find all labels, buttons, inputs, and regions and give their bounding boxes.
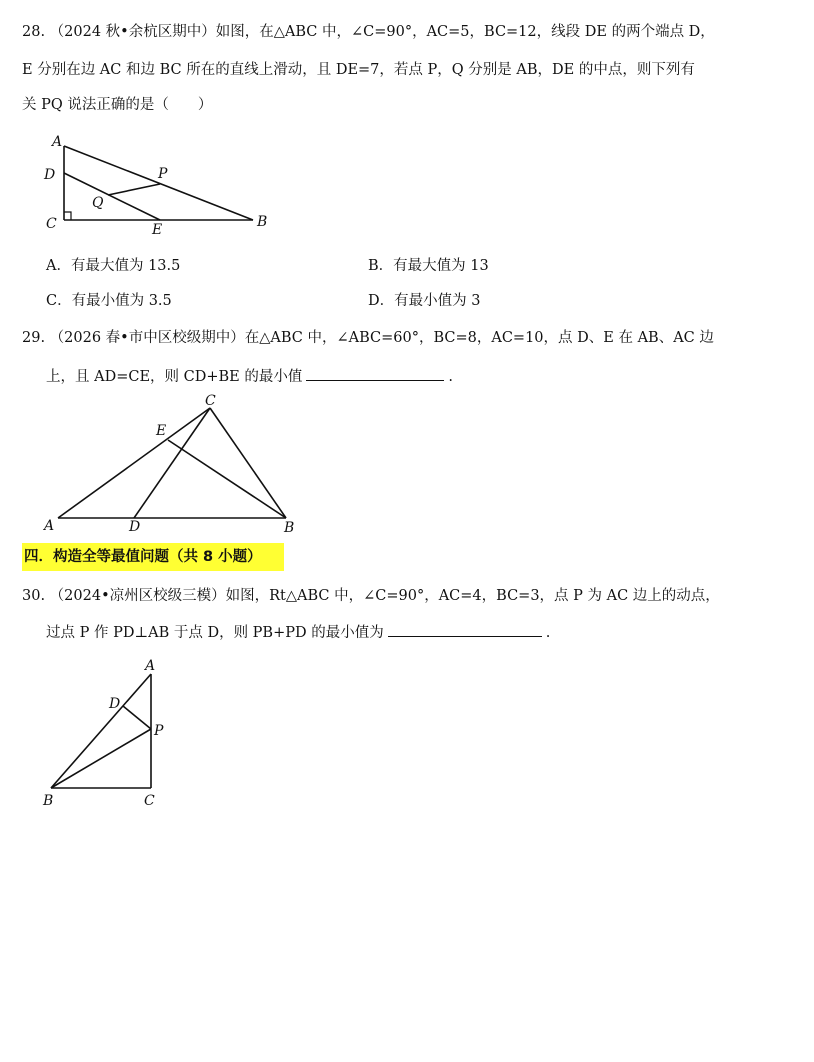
q28-label-a: A bbox=[52, 134, 63, 150]
q28-option-c: C．有最小值为 3.5 bbox=[46, 293, 172, 309]
q30-segment-pb bbox=[51, 729, 151, 788]
q30-text-line1: 30. （2024•凉州区校级三模）如图，Rt△ABC 中，∠C=90°，AC=4，BC=3，点 P 为 AC 边上的动点， bbox=[22, 588, 720, 604]
q30-label-p: P bbox=[154, 723, 164, 739]
q28-label-p: P bbox=[158, 166, 168, 182]
q28-text-line1: 28. （2024 秋•余杭区期中）如图，在△ABC 中，∠C=90°，AC=5，BC=12，线段 DE 的两个端点 D， bbox=[22, 24, 715, 40]
q28-text-line3: 关 PQ 说法正确的是（ ） bbox=[22, 97, 213, 113]
q29-label-c: C bbox=[205, 393, 216, 409]
q29-segment-bc bbox=[210, 408, 286, 518]
q28-label-e: E bbox=[152, 222, 163, 238]
q29-figure bbox=[38, 392, 308, 540]
q30-text-line2 bbox=[46, 622, 550, 643]
q28-label-q: Q bbox=[92, 195, 104, 211]
q29-segment-ac bbox=[58, 408, 210, 518]
q28-label-b: B bbox=[257, 214, 268, 230]
q30-segment-pd bbox=[123, 706, 151, 729]
q30-label-b: B bbox=[43, 793, 54, 809]
q28-right-angle-mark bbox=[64, 212, 71, 220]
q29-label-a: A bbox=[44, 518, 55, 534]
section-header: 四．构造全等最值问题（共 8 小题） bbox=[22, 543, 284, 571]
q28-text-line2: E 分别在边 AC 和边 BC 所在的直线上滑动，且 DE=7，若点 P，Q 分别是 AB，DE 的中点，则下列有 bbox=[22, 62, 695, 78]
q29-segment-be bbox=[168, 440, 286, 518]
q30-text-line2-end: . bbox=[545, 625, 551, 641]
q30-segment-ab bbox=[51, 674, 151, 788]
q28-option-d: D．有最小值为 3 bbox=[368, 293, 481, 309]
q30-label-d: D bbox=[109, 696, 121, 712]
q28-label-c: C bbox=[46, 216, 57, 232]
q30-answer-blank bbox=[388, 622, 542, 637]
q29-label-b: B bbox=[284, 520, 295, 536]
q30-text-line2-main: 过点 P 作 PD⊥AB 于点 D，则 PB+PD 的最小值为 bbox=[46, 625, 384, 641]
q29-text-line2-main: 上，且 AD=CE，则 CD+BE 的最小值 bbox=[46, 369, 303, 385]
q30-figure bbox=[38, 656, 178, 814]
q29-segment-cd bbox=[134, 408, 210, 518]
q28-segment-pq bbox=[108, 184, 160, 195]
q28-label-d: D bbox=[44, 167, 56, 183]
q30-label-c: C bbox=[144, 793, 155, 809]
q28-figure bbox=[38, 132, 278, 240]
q28-option-b: B．有最大值为 13 bbox=[368, 258, 489, 274]
q29-text-line2 bbox=[46, 366, 453, 387]
q29-text-line2-end: . bbox=[448, 369, 453, 385]
q29-label-d: D bbox=[129, 519, 141, 535]
q28-segment-de bbox=[64, 173, 160, 220]
q29-text-line1: 29. （2026 春•市中区校级期中）在△ABC 中，∠ABC=60°，BC=8，AC=10，点 D、E 在 AB、AC 边 bbox=[22, 330, 714, 346]
q29-label-e: E bbox=[156, 423, 167, 439]
q29-answer-blank bbox=[306, 366, 444, 381]
q28-option-a: A．有最大值为 13.5 bbox=[46, 258, 181, 274]
q30-label-a: A bbox=[145, 658, 156, 674]
